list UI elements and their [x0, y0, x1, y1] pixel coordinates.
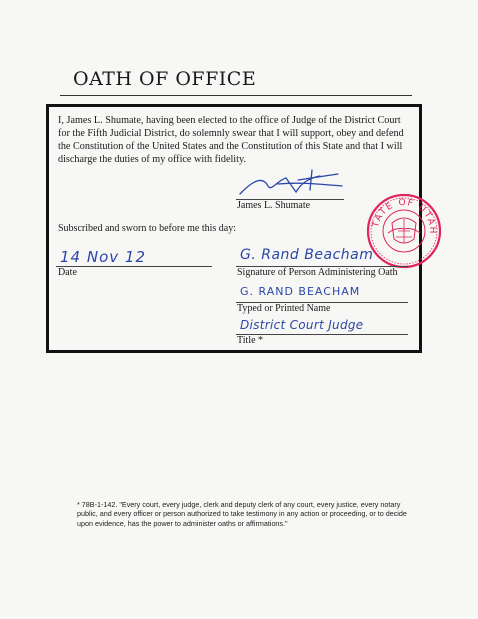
title-handwritten: District Court Judge: [240, 318, 364, 332]
administering-signature-handwritten: G. Rand Beacham: [240, 247, 374, 263]
title-label: Title *: [237, 335, 264, 346]
seal-text: STATE OF UTAH: [362, 186, 438, 235]
oath-text: I, James L. Shumate, having been elected to the office of Judge of the District Court for the Fifth Judicial District, do solemnly swear that I will support, obey and defend the Constitution of the United States and the Constitution of this State and that I will discharge the duties of my office with fidelity.: [58, 115, 404, 165]
title-rule: [60, 95, 412, 96]
administering-signature-label: Signature of Person Administering Oath: [237, 267, 398, 278]
date-line: [56, 266, 212, 267]
oath-taker-name: James L. Shumate: [237, 200, 311, 211]
printed-name-handwritten: G. RAND BEACHAM: [240, 285, 361, 298]
subscribed-text: Subscribed and sworn to before me this day:: [58, 223, 237, 234]
footnote: * 78B-1-142. "Every court, every judge, clerk and deputy clerk of any court, every justice, every notary public, and every officer or person authorized to take testimony in any action or proceeding, or to decide upon evidence, has the power to administer oaths or affirmations.": [77, 500, 407, 528]
printed-name-label: Typed or Printed Name: [237, 303, 331, 314]
document-title: OATH OF OFFICE: [73, 68, 257, 90]
oath-taker-signature: [238, 170, 348, 200]
date-handwritten: 14 Nov 12: [60, 248, 146, 266]
state-seal: [362, 186, 442, 269]
date-label: Date: [58, 267, 77, 278]
